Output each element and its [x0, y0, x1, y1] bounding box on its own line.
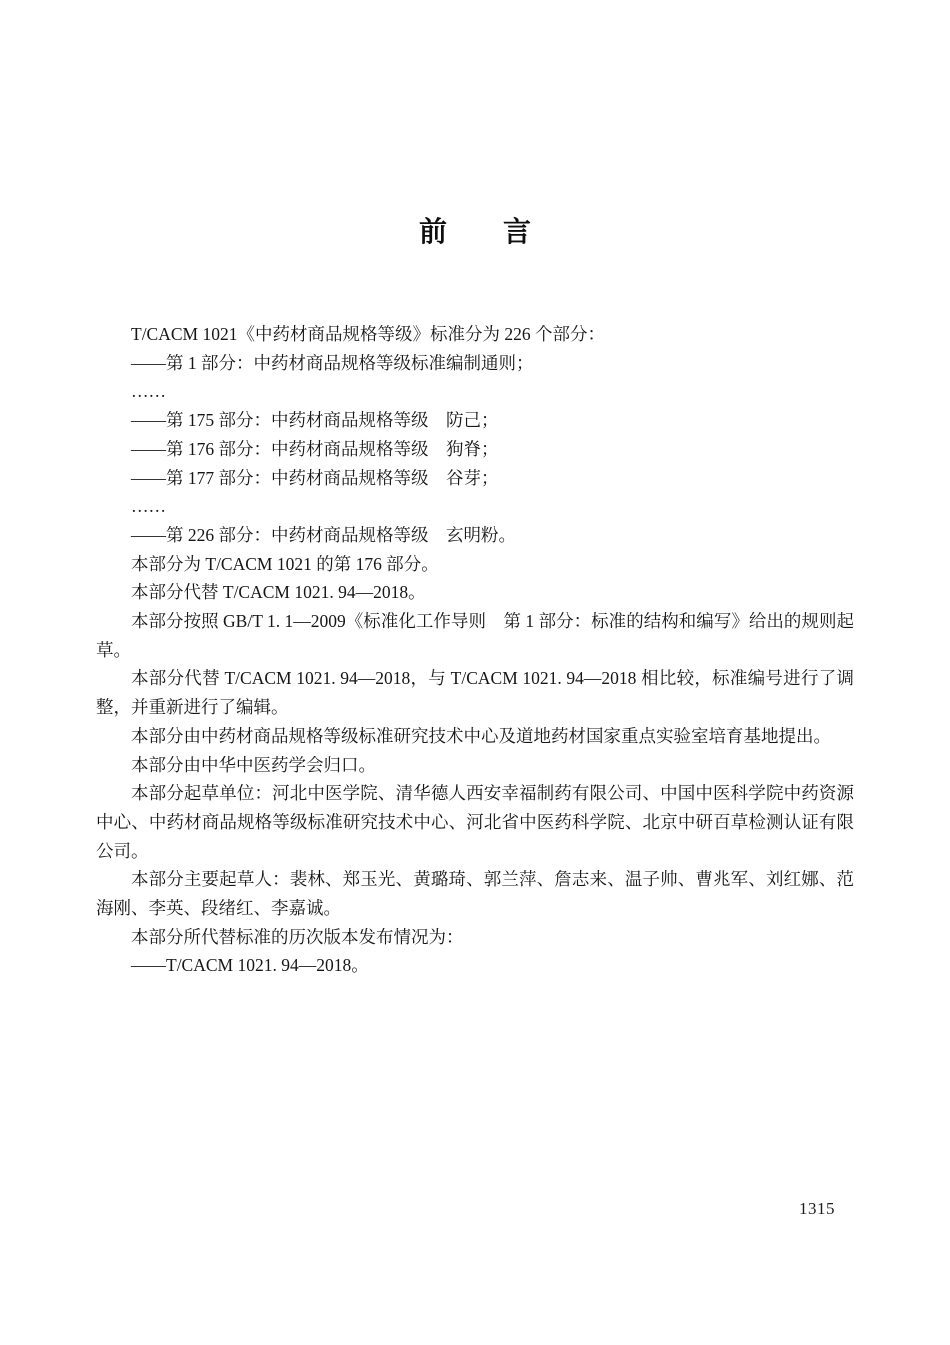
paragraph-part-1: ——第 1 部分：中药材商品规格等级标准编制通则；: [131, 352, 534, 373]
paragraph-part-176: ——第 176 部分：中药材商品规格等级 狗脊；: [131, 438, 499, 459]
paragraph-ellipsis-2: ……: [131, 496, 166, 517]
paragraph-part-177: ——第 177 部分：中药材商品规格等级 谷芽；: [131, 467, 499, 488]
paragraph-centralized-by: 本部分由中华中医药学会归口。: [131, 754, 376, 775]
paragraph-replaces: 本部分代替 T/CACM 1021. 94—2018。: [131, 582, 426, 603]
page-number: 1315: [799, 1199, 835, 1218]
paragraph-part-175: ——第 175 部分：中药材商品规格等级 防己；: [131, 410, 499, 431]
paragraph-drafting-units: 本部分起草单位：河北中医学院、清华德人西安幸福制药有限公司、中国中医科学院中药资源中心、中药材商品规格等级标准研究技术中心、河北省中医药科学院、北京中研百草检测认证有限公司。: [96, 783, 854, 861]
paragraph-proposed-by: 本部分由中药材商品规格等级标准研究技术中心及道地药材国家重点实验室培育基地提出。: [131, 725, 831, 746]
foreword-body: [96, 320, 854, 980]
paragraph-previous-intro: 本部分所代替标准的历次版本发布情况为：: [131, 926, 464, 947]
paragraph-parts-intro: T/CACM 1021《中药材商品规格等级》标准分为 226 个部分：: [131, 324, 605, 344]
paragraph-previous-edition: ——T/CACM 1021. 94—2018。: [131, 955, 369, 976]
paragraph-changes: 本部分代替 T/CACM 1021. 94—2018，与 T/CACM 1021. 94—2018 相比较，标准编号进行了调整，并重新进行了编辑。: [96, 668, 854, 718]
paragraph-this-part: 本部分为 T/CACM 1021 的第 176 部分。: [131, 553, 439, 574]
paragraph-drafting-rules: 本部分按照 GB/T 1. 1—2009《标准化工作导则 第 1 部分：标准的结构和编写》给出的规则起草。: [96, 611, 854, 660]
paragraph-part-226: ——第 226 部分：中药材商品规格等级 玄明粉。: [131, 524, 516, 545]
paragraph-main-drafters: 本部分主要起草人：裴林、郑玉光、黄璐琦、郭兰萍、詹志来、温子帅、曹兆军、刘红娜、范海刚、李英、段绪红、李嘉诚。: [96, 869, 854, 919]
page-title: 前 言: [418, 216, 531, 247]
paragraph-ellipsis-1: ……: [131, 381, 166, 402]
